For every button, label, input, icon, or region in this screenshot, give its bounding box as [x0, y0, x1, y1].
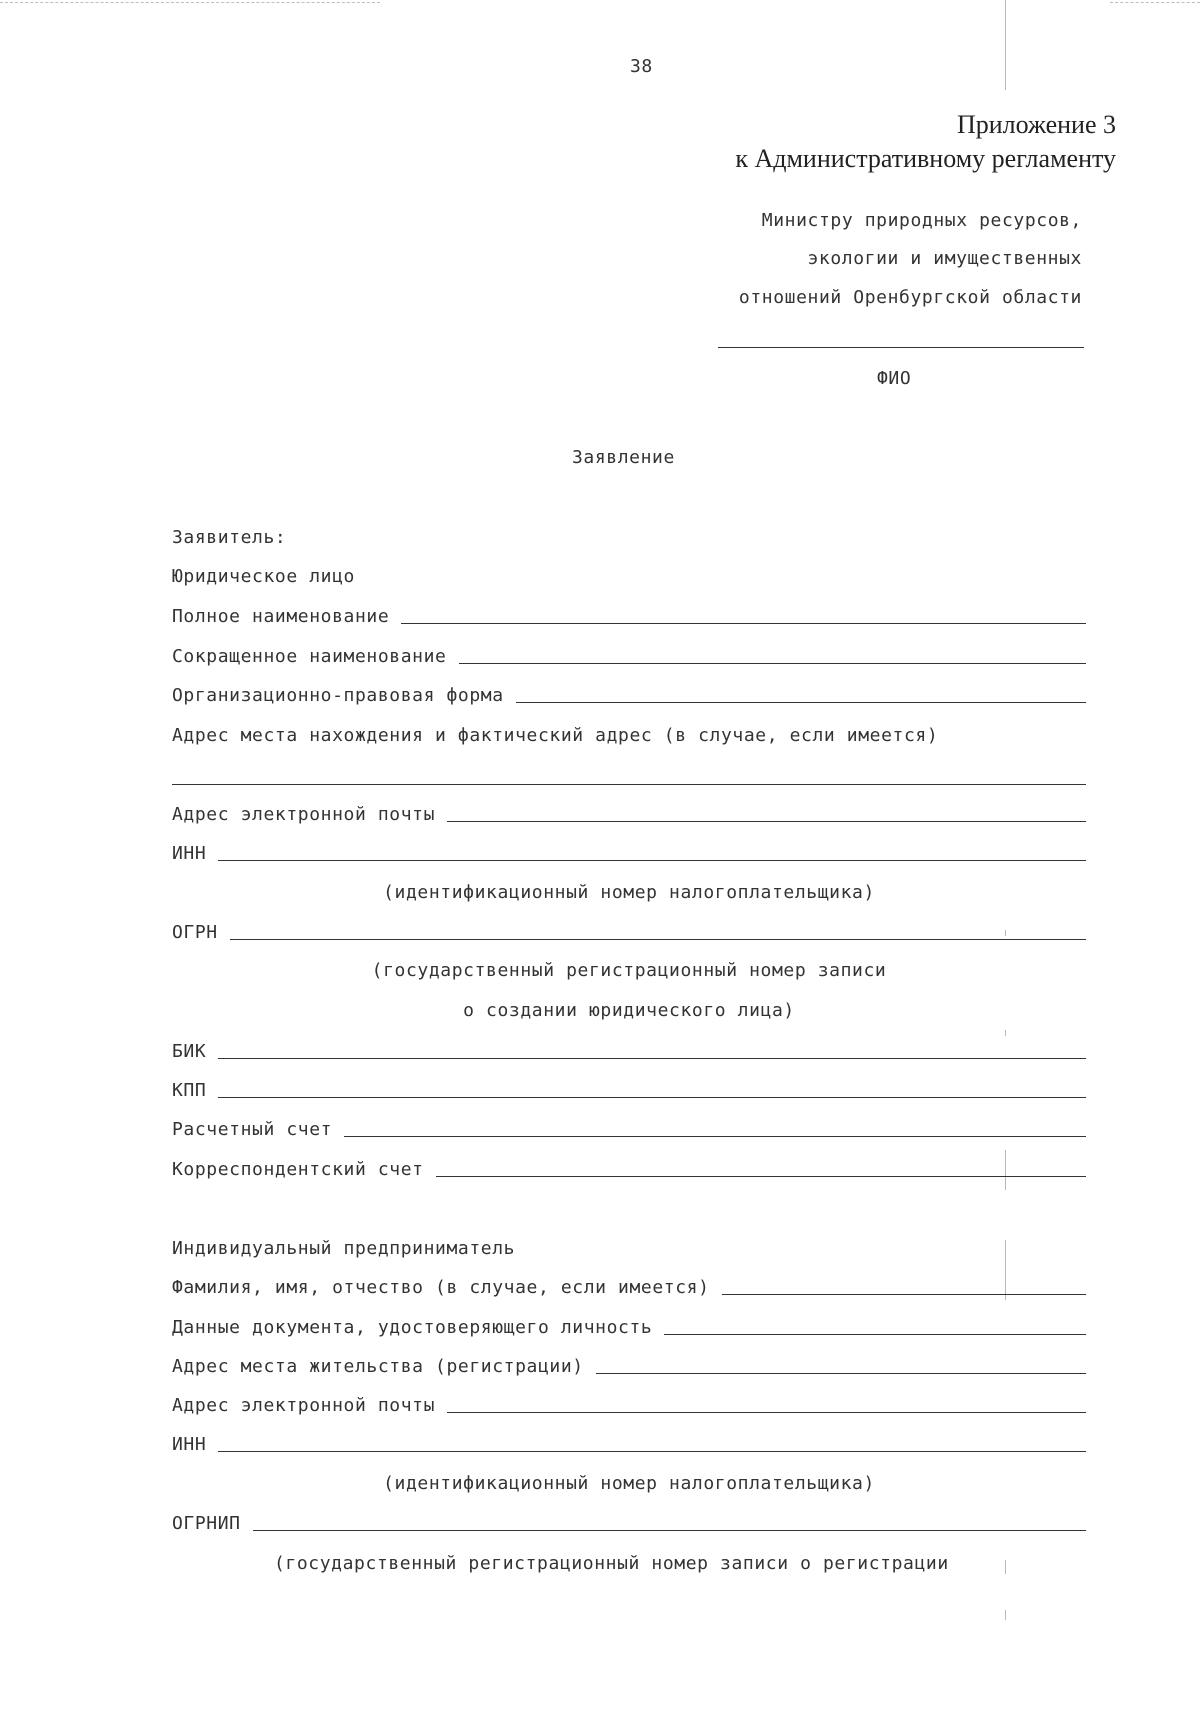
legal-email-label: Адрес электронной почты — [172, 804, 436, 825]
legal-form-label: Организационно-правовая форма — [172, 685, 504, 706]
fio-caption: ФИО — [877, 368, 912, 389]
document-title: Заявление — [572, 447, 675, 468]
individual-ogrnip-caption: (государственный регистрационный номер записи о регистрации — [274, 1553, 949, 1574]
legal-correspondent-account-field[interactable] — [436, 1176, 1086, 1177]
legal-full-name-label: Полное наименование — [172, 606, 390, 627]
individual-id-document-label: Данные документа, удостоверяющего личность — [172, 1317, 653, 1338]
individual-inn-caption: (идентификационный номер налогоплательщика) — [383, 1473, 875, 1494]
scan-edge-top-right — [1110, 2, 1200, 3]
legal-correspondent-account-row — [172, 1154, 1086, 1180]
addressee-line-2: экологии и имущественных — [807, 248, 1082, 269]
fio-blank-line[interactable] — [718, 347, 1084, 348]
legal-ogrn-caption-line-1: (государственный регистрационный номер записи — [371, 960, 887, 981]
legal-bik-field[interactable] — [218, 1058, 1086, 1059]
page-number: 38 — [630, 56, 653, 77]
scan-edge-top-left — [0, 2, 380, 3]
legal-settlement-account-label: Расчетный счет — [172, 1119, 333, 1140]
legal-inn-field[interactable] — [218, 860, 1086, 861]
legal-entity-heading: Юридическое лицо — [172, 566, 355, 587]
legal-settlement-account-row — [172, 1114, 1086, 1140]
legal-form-row — [172, 680, 1086, 706]
legal-kpp-field[interactable] — [218, 1097, 1086, 1098]
legal-short-name-field[interactable] — [459, 663, 1087, 664]
individual-full-name-row — [172, 1272, 1086, 1298]
legal-kpp-label: КПП — [172, 1080, 207, 1101]
applicant-heading: Заявитель: — [172, 527, 287, 548]
individual-full-name-label: Фамилия, имя, отчество (в случае, если имеется) — [172, 1277, 710, 1298]
legal-short-name-row — [172, 641, 1086, 667]
individual-email-field[interactable] — [447, 1412, 1086, 1413]
legal-short-name-label: Сокращенное наименование — [172, 646, 447, 667]
legal-bik-label: БИК — [172, 1041, 207, 1062]
legal-kpp-row — [172, 1075, 1086, 1101]
legal-full-name-row — [172, 601, 1086, 627]
legal-form-field[interactable] — [516, 702, 1086, 703]
addressee-line-1: Министру природных ресурсов, — [761, 210, 1082, 231]
legal-ogrn-field[interactable] — [230, 939, 1086, 940]
legal-email-row — [172, 799, 1086, 825]
scan-artifact-line — [1005, 0, 1006, 90]
legal-address-label: Адрес места нахождения и фактический адрес (в случае, если имеется) — [172, 725, 939, 746]
legal-inn-caption: (идентификационный номер налогоплательщика) — [383, 882, 875, 903]
scan-artifact-mark — [1005, 1560, 1006, 1574]
legal-ogrn-row — [172, 917, 1086, 943]
individual-id-document-row — [172, 1312, 1086, 1338]
legal-address-field[interactable] — [172, 784, 1086, 785]
legal-bik-row — [172, 1036, 1086, 1062]
legal-inn-row — [172, 838, 1086, 864]
legal-email-field[interactable] — [447, 821, 1086, 822]
individual-email-label: Адрес электронной почты — [172, 1395, 436, 1416]
individual-residence-row — [172, 1351, 1086, 1377]
individual-ogrnip-label: ОГРНИП — [172, 1513, 241, 1534]
legal-settlement-account-field[interactable] — [344, 1136, 1086, 1137]
legal-inn-label: ИНН — [172, 843, 207, 864]
individual-id-document-field[interactable] — [664, 1334, 1086, 1335]
individual-ogrnip-row — [172, 1508, 1086, 1534]
legal-ogrn-caption-line-2: о создании юридического лица) — [463, 1000, 795, 1021]
individual-heading: Индивидуальный предприниматель — [172, 1238, 516, 1259]
legal-full-name-field[interactable] — [401, 623, 1086, 624]
scan-artifact-mark — [1005, 1610, 1006, 1620]
individual-residence-label: Адрес места жительства (регистрации) — [172, 1356, 584, 1377]
appendix-heading-line-1: Приложение 3 — [956, 110, 1116, 139]
individual-ogrnip-field[interactable] — [253, 1530, 1086, 1531]
legal-correspondent-account-label: Корреспондентский счет — [172, 1159, 424, 1180]
individual-residence-field[interactable] — [596, 1373, 1086, 1374]
individual-email-row — [172, 1390, 1086, 1416]
addressee-line-3: отношений Оренбургской области — [738, 287, 1082, 308]
legal-ogrn-label: ОГРН — [172, 922, 218, 943]
individual-inn-label: ИНН — [172, 1434, 207, 1455]
individual-inn-row — [172, 1429, 1086, 1455]
appendix-heading-line-2: к Административному регламенту — [735, 144, 1116, 173]
individual-inn-field[interactable] — [218, 1451, 1086, 1452]
individual-full-name-field[interactable] — [722, 1294, 1086, 1295]
